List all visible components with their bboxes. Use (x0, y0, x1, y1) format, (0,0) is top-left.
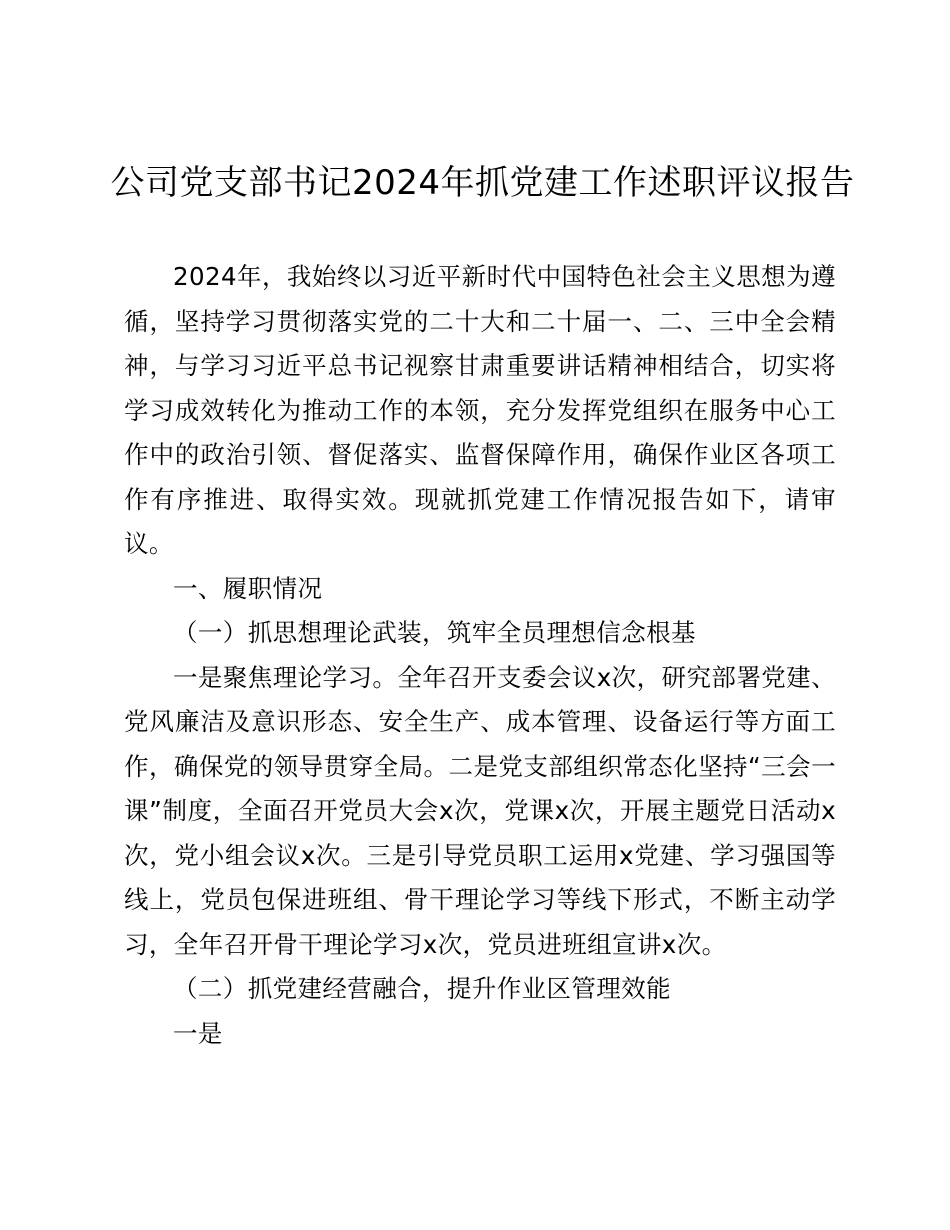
subsection-heading-integration: （二）抓党建经营融合，提升作业区管理效能 (173, 974, 671, 1003)
document-body (124, 255, 836, 1056)
subsection-heading-theory: （一）抓思想理论武装，筑牢全员理想信念根基 (173, 618, 696, 647)
document-title: 公司党支部书记2024年抓党建工作述职评议报告 (110, 163, 855, 203)
intro-paragraph: 2024年，我始终以习近平新时代中国特色社会主义思想为遵循，坚持学习贯彻落实党的二十大和二十届一、二、三中全会精神，与学习习近平总书记视察甘肃重要讲话精神相结合，切实将学习成效转化为推动工作的本领，充分发挥党组织在服务中心工作中的政治引领、督促落实、监督保障作用，确保作业区各项工作有序推进、取得实效。现就抓党建工作情况报告如下，请审议。 (124, 262, 836, 558)
section-heading-performance: 一、履职情况 (173, 573, 323, 603)
theory-paragraph: 一是聚焦理论学习。全年召开支委会议x次，研究部署党建、党风廉洁及意识形态、安全生产、成本管理、设备运行等方面工作，确保党的领导贯穿全局。二是党支部组织常态化坚持“三会一课”制度，全面召开党员大会x次，党课x次，开展主题党日活动x次，党小组会议x次。三是引导党员职工运用x党建、学习强国等线上，党员包保进班组、骨干理论学习等线下形式，不断主动学习，全年召开骨干理论学习x次，党员进班组宣讲x次。 (124, 662, 836, 959)
integration-paragraph-start: 一是 (173, 1018, 223, 1048)
